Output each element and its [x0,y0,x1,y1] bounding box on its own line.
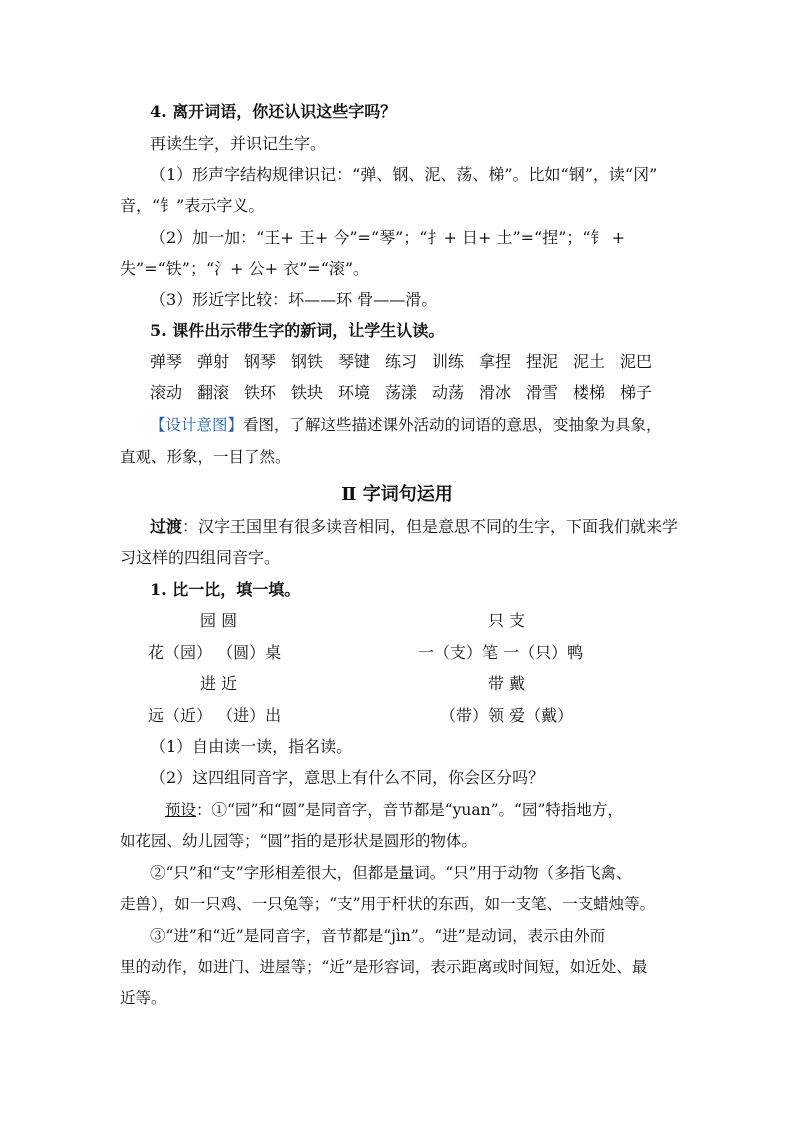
group2-fill: 一（支）笔 一（只）鸭 [418,643,584,662]
group2-chars: 只 支 [488,611,526,630]
vocab-word: 动荡 [432,383,465,402]
vocab-word: 拿捏 [479,352,512,371]
exercise1-question2: （2）这四组同音字，意思上有什么不同，你会区分吗？ [150,768,545,787]
group3-chars: 进 近 [200,674,238,693]
section4-item1-line1: （1）形声字结构规律识记：“弹、钢、泥、荡、梯”。比如“钢”，读“冈” [150,165,658,184]
preset-line3: ②“只”和“支”字形相差很大，但都是量词。“只”用于动物（多指飞禽、 [150,864,632,882]
vocab-word: 练习 [385,352,418,371]
vocab-row-2 [150,382,667,404]
section4-item1-line2: 音，“钅”表示字义。 [120,196,265,215]
vocab-word: 捏泥 [526,352,559,371]
design-intent-line1 [150,414,662,436]
preset-line4: 走兽），如一只鸡、一只兔等；“支”用于杆状的东西，如一支笔、一支蜡烛等。 [120,895,656,913]
vocab-word: 梯子 [620,383,653,402]
vocab-word: 弹琴 [150,352,183,371]
vocab-word: 铁环 [244,383,277,402]
transition-text: ：汉字王国里有很多读音相同，但是意思不同的生字，下面我们就来学 [182,517,679,536]
group4-chars: 带 戴 [488,674,526,693]
vocab-word: 滑冰 [479,383,512,402]
section4-title: 4. 离开词语，你还认识这些字吗？ [150,102,397,121]
vocab-word: 滑雪 [526,383,559,402]
vocab-word: 滚动 [150,383,183,402]
preset-label: 预设 [165,801,197,819]
transition-label: 过渡 [150,517,183,536]
transition-line1 [150,516,678,538]
vocab-word: 楼梯 [573,383,606,402]
vocab-row-1 [150,351,667,373]
group1-fill: 花（园） （圆）桌 [148,643,282,662]
exercise1-question1: （1）自由读一读，指名读。 [150,737,353,756]
vocab-word: 弹射 [197,352,230,371]
vocab-word: 泥土 [573,352,606,371]
preset-line2: 如花园、幼儿园等；“圆”指的是形状是圆形的物体。 [120,832,477,850]
design-intent-line2: 直观、形象，一目了然。 [120,448,291,466]
group3-fill: 远（近） （进）出 [148,706,282,725]
vocab-word: 泥巴 [620,352,653,371]
vocab-word: 钢铁 [291,352,324,371]
vocab-word: 钢琴 [244,352,277,371]
section5-title: 5. 课件出示带生字的新词，让学生认读。 [150,321,445,340]
section-heading: Ⅱ 字词句运用 [341,484,453,505]
preset-line5: ③“进”和“近”是同音字，音节都是“jìn”。“进”是动词，表示由外而 [150,927,606,945]
group1-chars: 园 圆 [200,611,238,630]
section4-item2-line1: （2）加一加：“王+ 王+ 今”=“琴”；“扌+ 日+ 土”=“捏”；“钅 + [150,228,626,247]
vocab-word: 铁块 [291,383,324,402]
preset-text: ：①“园”和“圆”是同音字，音节都是“yuan”。“园”特指地方， [196,801,623,819]
preset-line7: 近等。 [120,989,167,1007]
vocab-word: 琴键 [338,352,371,371]
group4-fill: （带）领 爱（戴） [440,706,574,725]
section4-intro: 再读生字，并识记生字。 [150,134,327,153]
design-intent-label: 【设计意图】 [150,416,244,434]
section4-item2-line2: 失”=“铁”；“氵+ 公+ 衣”=“滚”。 [120,259,370,278]
section4-item3: （3）形近字比较：坏——环 骨——滑。 [150,290,438,309]
vocab-word: 翻滚 [197,383,230,402]
design-intent-text: 看图，了解这些描述课外活动的词语的意思，变抽象为具象， [243,416,662,434]
preset-line1 [165,799,623,821]
exercise1-title: 1. 比一比，填一填。 [150,580,301,599]
vocab-word: 训练 [432,352,465,371]
transition-line2: 习这样的四组同音字。 [120,548,281,567]
vocab-word: 环境 [338,383,371,402]
vocab-word: 荡漾 [385,383,418,402]
preset-line6: 里的动作，如进门、进屋等；“近”是形容词，表示距离或时间短，如近处、最 [120,958,648,976]
